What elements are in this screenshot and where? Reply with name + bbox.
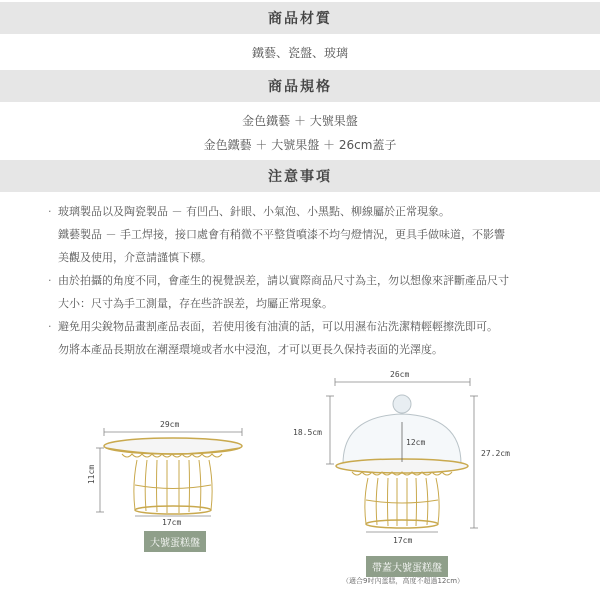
right-cake-stand (326, 378, 478, 532)
left-cake-stand (96, 428, 242, 516)
note-text: 由於拍攝的角度不同，會產生的視覺誤差，請以實際商品尺寸為主，勿以想像來評斷產品尺寸 (58, 274, 509, 287)
bullet-icon: · (48, 205, 52, 218)
notice-header (0, 160, 600, 192)
note-text: 鐵藝製品 － 手工焊接，接口處會有稍微不平整貨噴漆不均勻燈情況，更具手做味道，不影響 (58, 228, 505, 241)
right-product-note: （適合9吋內蛋糕，高度不超過12cm） (342, 577, 465, 585)
material-title: 商品材質 (268, 11, 332, 27)
left-width-label: 29cm (160, 420, 180, 429)
note-text: 勿將本產品長期放在潮溼環境或者水中浸泡，才可以更長久保持表面的光澤度。 (58, 343, 443, 356)
note-line (48, 223, 578, 246)
bullet-icon: · (48, 320, 52, 333)
note-text: 大小：尺寸為手工測量，存在些許誤差，均屬正常現象。 (58, 297, 333, 310)
spec-line-1: 金色鐵藝 ＋ 大號果盤 (242, 114, 358, 128)
right-total-height-label: 27.2cm (481, 449, 510, 458)
note-line (48, 246, 578, 269)
spec-title: 商品規格 (268, 79, 332, 95)
right-width-label: 26cm (390, 370, 410, 379)
material-text: 鐵藝、瓷盤、玻璃 (251, 46, 348, 60)
left-base-label: 17cm (162, 518, 182, 527)
spec-line-2: 金色鐵藝 ＋ 大號果盤 ＋ 26cm蓋子 (203, 138, 397, 152)
right-base-label: 17cm (393, 536, 413, 545)
note-text: 玻璃製品以及陶瓷製品 － 有凹凸、針眼、小氣泡、小黑點、柳線屬於正常現象。 (58, 205, 450, 218)
note-line (48, 292, 578, 315)
right-product-tag: 帶蓋大號蛋糕盤 (366, 556, 448, 577)
note-text: 美觀及使用，介意請謹慎下標。 (58, 251, 212, 264)
note-line (48, 315, 578, 338)
note-text: 避免用尖銳物品畫割產品表面，若使用後有油漬的話，可以用濕布沾洗潔精輕輕擦洗即可。 (58, 320, 498, 333)
note-line (48, 338, 578, 361)
right-dome-height-label: 18.5cm (293, 428, 322, 437)
notice-list (48, 200, 578, 361)
left-product-tag: 大號蛋糕盤 (144, 531, 206, 552)
bullet-icon: · (48, 274, 52, 287)
note-line (48, 200, 578, 223)
spec-header (0, 70, 600, 102)
left-height-label: 11cm (87, 464, 97, 485)
material-header (0, 2, 600, 34)
notice-title: 注意事項 (268, 169, 332, 185)
right-inner-height-label: 12cm (406, 438, 426, 447)
note-line (48, 269, 578, 292)
